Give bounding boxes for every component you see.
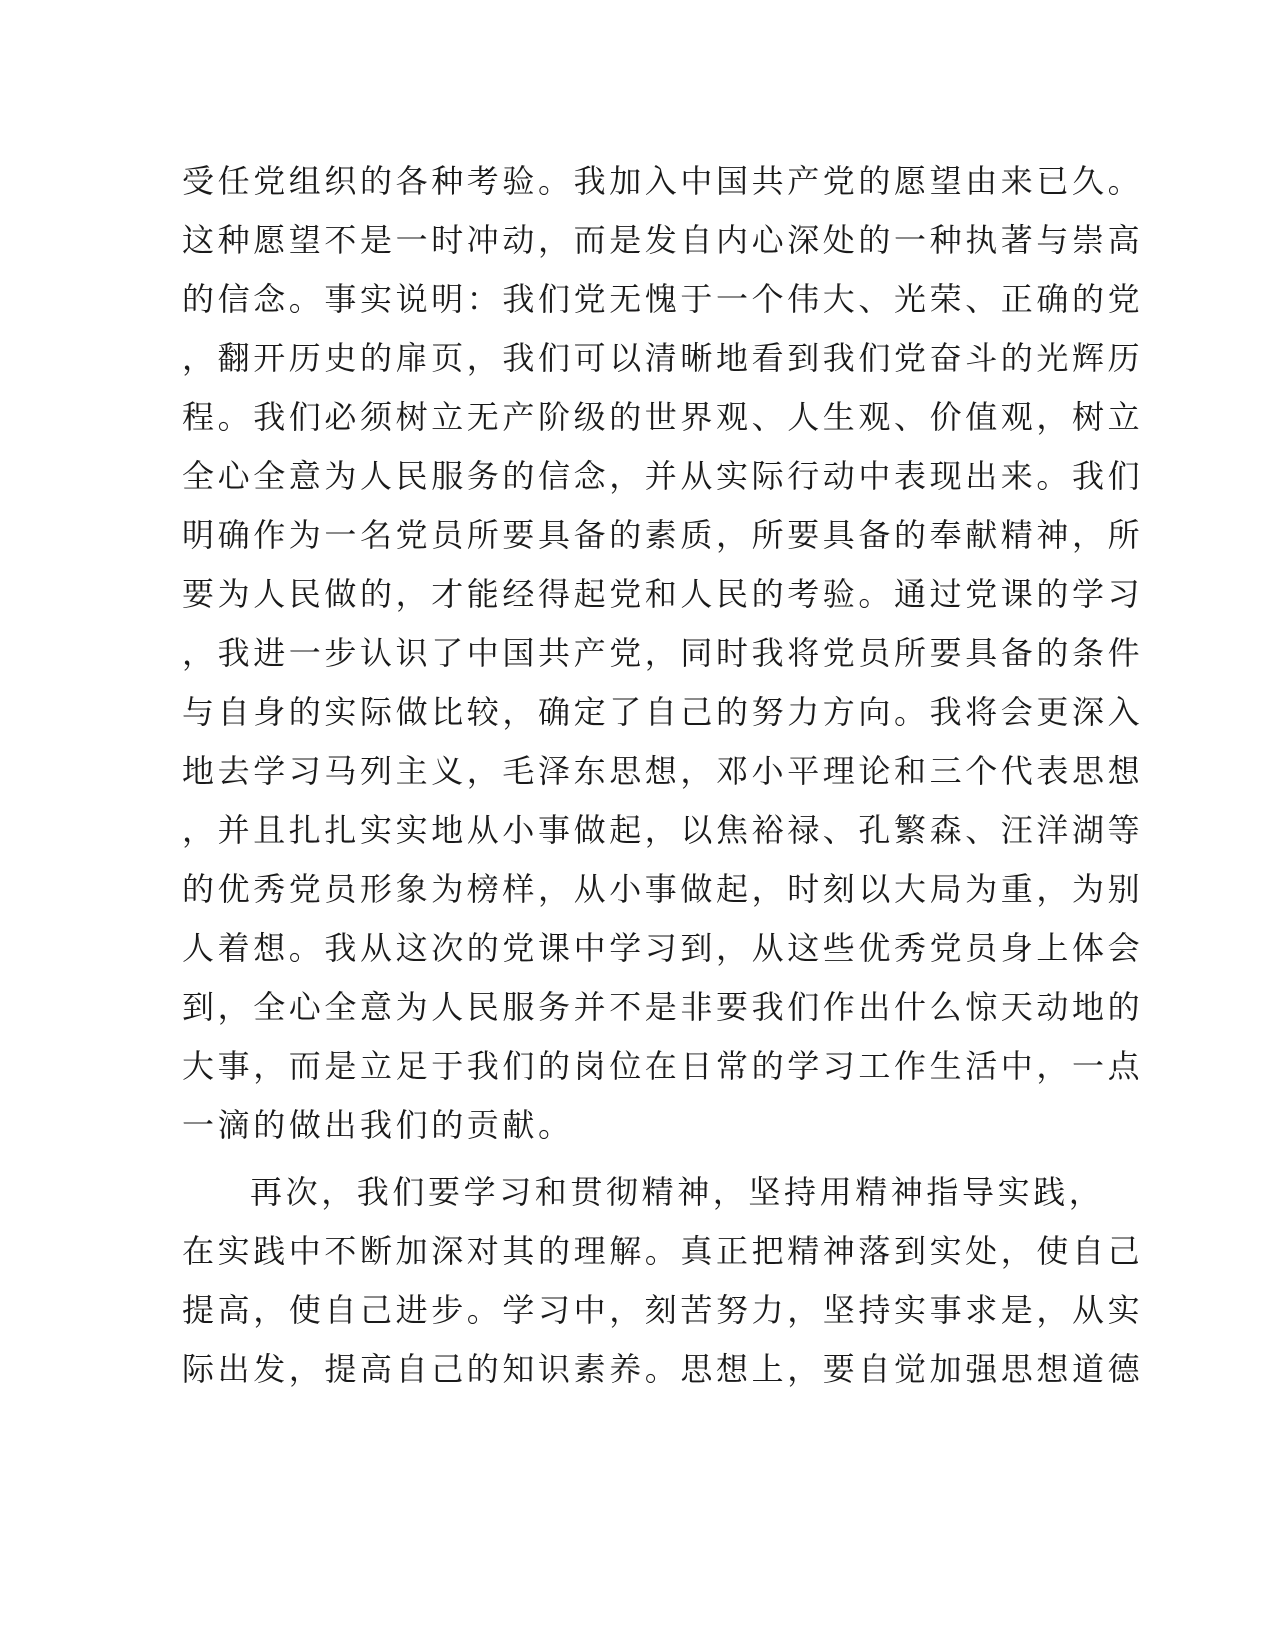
paragraph-2 bbox=[182, 1163, 1144, 1399]
text-line: ，翻开历史的扉页，我们可以清晰地看到我们党奋斗的光辉历 bbox=[182, 339, 1144, 377]
text-line: 受任党组织的各种考验。我加入中国共产党的愿望由来已久。 bbox=[182, 162, 1144, 200]
text-line: 的信念。事实说明：我们党无愧于一个伟大、光荣、正确的党 bbox=[182, 280, 1144, 318]
text-line: 程。我们必须树立无产阶级的世界观、人生观、价值观，树立 bbox=[182, 398, 1144, 436]
text-line: 明确作为一名党员所要具备的素质，所要具备的奉献精神，所 bbox=[182, 516, 1144, 554]
text-line: 际出发，提高自己的知识素养。思想上，要自觉加强思想道德 bbox=[182, 1350, 1144, 1388]
text-line: 与自身的实际做比较，确定了自己的努力方向。我将会更深入 bbox=[182, 693, 1144, 731]
body-text bbox=[182, 152, 1144, 1399]
text-line: ，我进一步认识了中国共产党，同时我将党员所要具备的条件 bbox=[182, 634, 1144, 672]
text-line: 提高，使自己进步。学习中，刻苦努力，坚持实事求是，从实 bbox=[182, 1291, 1144, 1329]
text-line: 全心全意为人民服务的信念，并从实际行动中表现出来。我们 bbox=[182, 457, 1144, 495]
text-line: 大事，而是立足于我们的岗位在日常的学习工作生活中，一点 bbox=[182, 1047, 1144, 1085]
text-line: 一滴的做出我们的贡献。 bbox=[182, 1106, 574, 1144]
paragraph-gap bbox=[182, 1155, 1042, 1163]
text-line: 的优秀党员形象为榜样，从小事做起，时刻以大局为重，为别 bbox=[182, 870, 1144, 908]
text-line: 地去学习马列主义，毛泽东思想，邓小平理论和三个代表思想 bbox=[182, 752, 1144, 790]
text-line: 要为人民做的，才能经得起党和人民的考验。通过党课的学习 bbox=[182, 575, 1144, 613]
text-line: 在实践中不断加深对其的理解。真正把精神落到实处，使自己 bbox=[182, 1232, 1144, 1270]
text-line: 到，全心全意为人民服务并不是非要我们作出什么惊天动地的 bbox=[182, 988, 1144, 1026]
text-line: 人着想。我从这次的党课中学习到，从这些优秀党员身上体会 bbox=[182, 929, 1144, 967]
text-line-indented: 再次，我们要学习和贯彻精神，坚持用精神指导实践， bbox=[250, 1173, 1105, 1211]
paragraph-1 bbox=[182, 152, 1144, 1155]
text-line: ，并且扎扎实实地从小事做起，以焦裕禄、孔繁森、汪洋湖等 bbox=[182, 811, 1144, 849]
text-line: 这种愿望不是一时冲动，而是发自内心深处的一种执著与崇高 bbox=[182, 221, 1144, 259]
